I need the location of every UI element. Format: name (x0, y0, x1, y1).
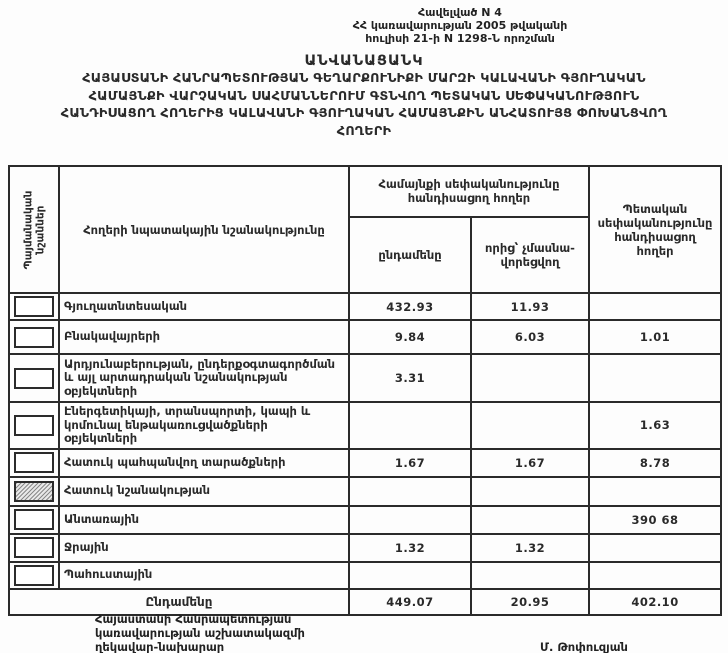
table-row (9, 534, 721, 562)
row-state (589, 354, 721, 402)
header-total: ընդամենը (349, 217, 471, 293)
row-label: Էներգետիկայի, տրանսպորտի, կապի և կոմունալ ենթակառուցվածքների օբյեկտների (59, 402, 349, 449)
table-row (9, 293, 721, 320)
appendix-note-line: ՀՀ կառավարության 2005 թվականի (352, 19, 568, 32)
row-total: 1.67 (349, 449, 471, 477)
row-label: Հատուկ նշանակության (59, 477, 349, 506)
signoff-line: ղեկավար-նախարար (95, 640, 225, 653)
legend-symbol (14, 296, 54, 317)
legend-symbol-cell (9, 320, 59, 354)
legend-symbol (14, 452, 54, 473)
totals-total: 449.07 (349, 589, 471, 615)
row-state: 8.78 (589, 449, 721, 477)
row-label: Ջրային (59, 534, 349, 562)
totals-label: Ընդամենը (9, 589, 349, 615)
legend-symbol-cell (9, 506, 59, 534)
legend-symbol-cell (9, 477, 59, 506)
appendix-note (250, 6, 670, 45)
totals-non-privatized: 20.95 (471, 589, 589, 615)
row-total (349, 562, 471, 589)
row-state: 1.63 (589, 402, 721, 449)
row-total (349, 506, 471, 534)
row-state (589, 477, 721, 506)
row-non-privatized (471, 402, 589, 449)
header-symbols (9, 166, 59, 293)
header-land-purpose: Հողերի նպատակային նշանակությունը (59, 166, 349, 293)
table-row (9, 320, 721, 354)
row-label: Գյուղատնտեսական (59, 293, 349, 320)
legend-symbol (14, 481, 54, 502)
document-title (8, 52, 720, 140)
table-row (9, 402, 721, 449)
legend-symbol-cell (9, 354, 59, 402)
legend-symbol (14, 368, 54, 389)
row-total (349, 477, 471, 506)
row-non-privatized: 11.93 (471, 293, 589, 320)
signer-name: Մ. Թոփուզյան (540, 640, 628, 653)
header-non-privatized: որից՝ չմասնա-վորեցվող (471, 217, 589, 293)
row-non-privatized: 1.32 (471, 534, 589, 562)
row-label: Հատուկ պահպանվող տարածքների (59, 449, 349, 477)
row-non-privatized: 6.03 (471, 320, 589, 354)
legend-symbol (14, 565, 54, 586)
legend-symbol-cell (9, 534, 59, 562)
table-row (9, 354, 721, 402)
row-non-privatized (471, 506, 589, 534)
row-state (589, 562, 721, 589)
table-row (9, 562, 721, 589)
row-state (589, 293, 721, 320)
row-total (349, 402, 471, 449)
title-line: ՀԱՄԱՅՆՔԻ ՎԱՐՉԱԿԱՆ ՍԱՀՄԱՆՆԵՐՈՒՄ ԳՏՆՎՈՂ ՊԵՏԱԿԱՆ ՍԵՓԱԿԱՆՈՒԹՅՈՒՆ (88, 88, 640, 104)
row-label: Անտառային (59, 506, 349, 534)
row-state (589, 534, 721, 562)
row-total: 1.32 (349, 534, 471, 562)
legend-symbol-cell (9, 449, 59, 477)
row-label: Բնակավայրերի (59, 320, 349, 354)
row-total: 9.84 (349, 320, 471, 354)
table-row (9, 477, 721, 506)
title-line: ՀԱՆԴԻՍԱՑՈՂ ՀՈՂԵՐԻՑ ԿԱԼԱՎԱՆԻ ԳՅՈՒՂԱԿԱՆ ՀԱՄԱՅՆՔԻՆ ԱՆՀԱՏՈՒՅՑ ՓՈԽԱՆՑՎՈՂ (60, 106, 668, 121)
table-row (9, 506, 721, 534)
row-non-privatized (471, 562, 589, 589)
title-line: ՀՈՂԵՐԻ (336, 123, 392, 139)
appendix-note-line: Հավելված N 4 (418, 6, 502, 19)
legend-symbol (14, 509, 54, 530)
legend-symbol-cell (9, 562, 59, 589)
row-label: Արդյունաբերության, ընդերքօգտագործման և այլ արտադրական նշանակության օբյեկտների (59, 354, 349, 402)
table-row (9, 449, 721, 477)
title-main: ԱՆՎԱՆԱՑԱՆԿ (304, 53, 424, 69)
header-state-owned: Պետական սեփականությունը հանդիսացող հողեր (589, 166, 721, 293)
legend-symbol (14, 537, 54, 558)
row-non-privatized (471, 354, 589, 402)
totals-row (9, 589, 721, 615)
row-non-privatized: 1.67 (471, 449, 589, 477)
row-total: 3.31 (349, 354, 471, 402)
legend-symbol (14, 415, 54, 436)
title-line: ՀԱՅԱՍՏԱՆԻ ՀԱՆՐԱՊԵՏՈՒԹՅԱՆ ԳԵՂԱՐՔՈՒՆԻՔԻ ՄԱՐԶԻ ԿԱԼԱՎԱՆԻ ԳՅՈՒՂԱԿԱՆ (82, 71, 646, 86)
legend-symbol-cell (9, 293, 59, 320)
row-total: 432.93 (349, 293, 471, 320)
signoff-block (95, 612, 715, 653)
signoff-line: կառավարության աշխատակազմի (95, 626, 305, 640)
legend-symbol (14, 327, 54, 348)
header-community-group: Համայնքի սեփականությունը հանդիսացող հողեր (349, 166, 589, 217)
totals-state: 402.10 (589, 589, 721, 615)
appendix-note-line: հուլիսի 21-ի N 1298-Ն որոշման (365, 32, 555, 45)
legend-symbol-cell (9, 402, 59, 449)
header-symbols-label: Պայմանական նշաններ (22, 190, 46, 269)
row-state: 1.01 (589, 320, 721, 354)
row-label: Պահուստային (59, 562, 349, 589)
signoff-line: Հայաստանի Հանրապետության (95, 612, 292, 626)
row-non-privatized (471, 477, 589, 506)
land-allocation-table (8, 165, 722, 616)
row-state: 390 68 (589, 506, 721, 534)
